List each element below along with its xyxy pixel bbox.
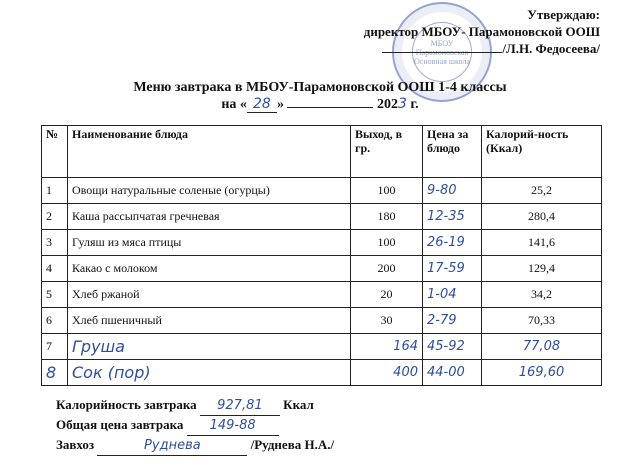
approval-block — [364, 6, 600, 57]
row-output: 164 — [351, 334, 423, 360]
row-no: 3 — [42, 230, 68, 256]
date-year-hand: 3 — [397, 96, 407, 112]
table-row — [42, 308, 602, 334]
date-mid: » — [276, 97, 284, 112]
row-price: 12-35 — [423, 204, 482, 230]
row-output: 100 — [351, 230, 423, 256]
row-calories: 169,60 — [482, 360, 602, 386]
row-price: 9-80 — [423, 178, 482, 204]
manager-label: Завхоз — [56, 437, 95, 452]
header-output: Выход, в гр. — [351, 126, 423, 178]
seal-text-mid: Парамоновская — [415, 47, 469, 57]
price-label: Общая цена завтрака — [56, 417, 184, 432]
title-line: Меню завтрака в МБОУ-Парамоновской ООШ 1-4 классы — [133, 80, 507, 95]
date-prefix: на « — [221, 97, 247, 112]
row-no: 5 — [42, 282, 68, 308]
row-output: 100 — [351, 178, 423, 204]
table-row — [42, 334, 602, 360]
footer-block — [56, 396, 334, 456]
table-row — [42, 282, 602, 308]
row-price: 45-92 — [423, 334, 482, 360]
table-row — [42, 256, 602, 282]
seal-text-top: МБОУ — [430, 38, 454, 48]
table-header-row — [42, 126, 602, 178]
row-calories: 129,4 — [482, 256, 602, 282]
row-no: 4 — [42, 256, 68, 282]
footer-calories — [56, 396, 334, 416]
row-no: 7 — [42, 334, 68, 360]
manager-name: /Руднева Н.А./ — [250, 437, 335, 452]
row-name: Каша рассыпчатая гречневая — [68, 204, 351, 230]
row-name: Гуляш из мяса птицы — [68, 230, 351, 256]
footer-manager — [56, 436, 334, 456]
header-price: Цена за блюдо — [423, 126, 482, 178]
row-calories: 141,6 — [482, 230, 602, 256]
calories-value: 927,81 — [200, 397, 280, 416]
table-row — [42, 204, 602, 230]
footer-price — [56, 416, 334, 436]
row-name: Сок (пор) — [68, 360, 351, 386]
row-calories: 70,33 — [482, 308, 602, 334]
row-price: 17-59 — [423, 256, 482, 282]
calories-unit: Ккал — [283, 397, 314, 412]
row-output: 30 — [351, 308, 423, 334]
header-calories: Калорий-ность (Ккал) — [482, 126, 602, 178]
signature-line — [382, 40, 502, 53]
row-name: Хлеб пшеничный — [68, 308, 351, 334]
seal-text-bot: Основная школа — [414, 56, 470, 66]
document-title — [0, 80, 640, 113]
row-no: 8 — [42, 360, 68, 386]
table-row — [42, 230, 602, 256]
calories-label: Калорийность завтрака — [56, 397, 197, 412]
table-row — [42, 178, 602, 204]
approval-line-director: директор МБОУ- Парамоновской ООШ — [363, 24, 600, 39]
menu-table — [41, 125, 602, 386]
row-output: 200 — [351, 256, 423, 282]
row-output: 180 — [351, 204, 423, 230]
row-no: 6 — [42, 308, 68, 334]
row-name: Овощи натуральные соленые (огурцы) — [68, 178, 351, 204]
row-calories: 34,2 — [482, 282, 602, 308]
approval-heading: Утверждаю: — [527, 7, 600, 22]
row-calories: 77,08 — [482, 334, 602, 360]
row-price: 2-79 — [423, 308, 482, 334]
approval-name: /Л.Н. Федосеева/ — [502, 41, 600, 56]
row-no: 1 — [42, 178, 68, 204]
row-output: 20 — [351, 282, 423, 308]
date-suffix: г. — [410, 97, 419, 112]
row-price: 1-04 — [423, 282, 482, 308]
date-month — [287, 107, 373, 108]
header-no: № — [42, 126, 68, 178]
approval-line-signature — [364, 40, 600, 57]
table-row — [42, 360, 602, 386]
row-name: Хлеб ржаной — [68, 282, 351, 308]
row-no: 2 — [42, 204, 68, 230]
row-price: 26-19 — [423, 230, 482, 256]
header-name: Наименование блюда — [68, 126, 351, 178]
date-day: 28 — [247, 96, 277, 113]
date-year-prefix: 202 — [376, 97, 398, 112]
price-value: 149-88 — [187, 417, 279, 436]
row-price: 44-00 — [423, 360, 482, 386]
row-name: Груша — [68, 334, 351, 360]
row-calories: 25,2 — [482, 178, 602, 204]
title-date — [0, 96, 640, 113]
row-name: Какао с молоком — [68, 256, 351, 282]
manager-signature: Руднева — [97, 437, 247, 456]
row-calories: 280,4 — [482, 204, 602, 230]
row-output: 400 — [351, 360, 423, 386]
